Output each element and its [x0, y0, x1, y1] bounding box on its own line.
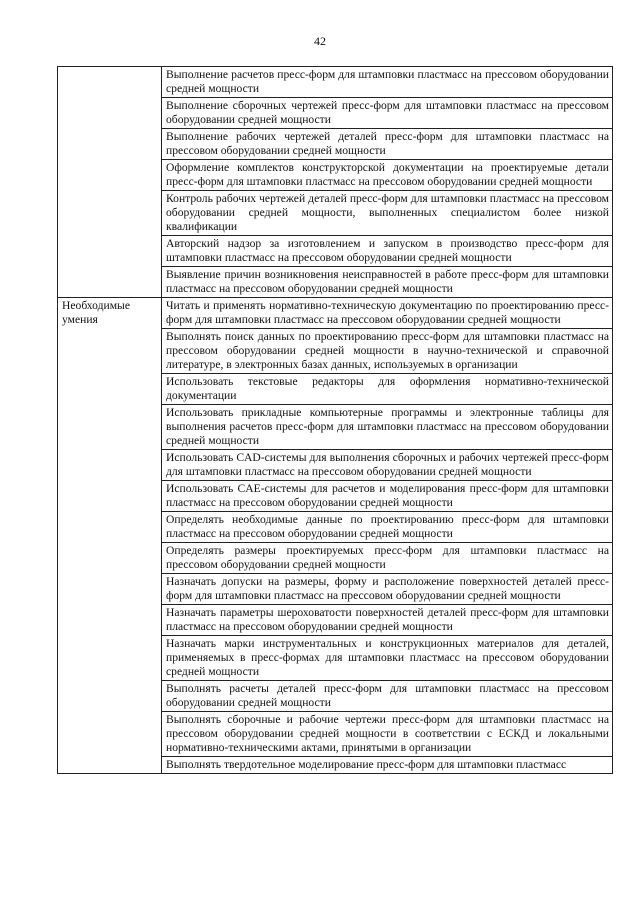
- table-cell: Назначать параметры шероховатости поверхностей деталей пресс-форм для штамповки пластмасс на прессовом оборудовании средней мощности: [162, 605, 613, 636]
- table-row: [58, 298, 613, 329]
- table-cell: Использовать CAE-системы для расчетов и моделирования пресс-форм для штамповки пластмасс на прессовом оборудовании средней мощности: [162, 481, 613, 512]
- section-label: [58, 67, 162, 298]
- table-cell: Выполнение рабочих чертежей деталей пресс-форм для штамповки пластмасс на прессовом оборудовании средней мощности: [162, 129, 613, 160]
- table-cell: Выполнять сборочные и рабочие чертежи пресс-форм для штамповки пластмасс на прессовом оборудовании средней мощности в соответствии с ЕСКД и локальными нормативно-техническими актами, принятыми в организации: [162, 712, 613, 757]
- table-cell: Назначать марки инструментальных и конструкционных материалов для деталей, применяемых в пресс-формах для штамповки пластмасс на прессовом оборудовании средней мощности: [162, 636, 613, 681]
- table-cell: Использовать CAD-системы для выполнения сборочных и рабочих чертежей пресс-форм для штамповки пластмасс на прессовом оборудовании средней мощности: [162, 450, 613, 481]
- table-cell: Определять размеры проектируемых пресс-форм для штамповки пластмасс на прессовом оборудовании средней мощности: [162, 543, 613, 574]
- table-cell: Использовать прикладные компьютерные программы и электронные таблицы для выполнения расчетов пресс-форм для штамповки пластмасс на прессовом оборудовании средней мощности: [162, 405, 613, 450]
- table-cell: Авторский надзор за изготовлением и запуском в производство пресс-форм для штамповки пластмасс на прессовом оборудовании средней мощности: [162, 236, 613, 267]
- table-cell: Назначать допуски на размеры, форму и расположение поверхностей деталей пресс-форм для штамповки пластмасс на прессовом оборудовании средней мощности: [162, 574, 613, 605]
- table-cell: Выполнять поиск данных по проектированию пресс-форм для штамповки пластмасс на прессовом оборудовании средней мощности в научно-технической и справочной литературе, в электронных базах данных, используемых в организации: [162, 329, 613, 374]
- table-cell: Оформление комплектов конструкторской документации на проектируемые детали пресс-форм для штамповки пластмасс на прессовом оборудовании средней мощности: [162, 160, 613, 191]
- table-cell: Определять необходимые данные по проектированию пресс-форм для штамповки пластмасс на прессовом оборудовании средней мощности: [162, 512, 613, 543]
- table-cell: Использовать текстовые редакторы для оформления нормативно-технической документации: [162, 374, 613, 405]
- table-cell: Выполнение расчетов пресс-форм для штамповки пластмасс на прессовом оборудовании средней мощности: [162, 67, 613, 98]
- table-row: [58, 67, 613, 98]
- page-number: 42: [314, 34, 326, 48]
- table-cell: Контроль рабочих чертежей деталей пресс-форм для штамповки пластмасс на прессовом оборудовании средней мощности, выполненных специалистом более низкой квалификации: [162, 191, 613, 236]
- table-cell: Выполнять расчеты деталей пресс-форм для штамповки пластмасс на прессовом оборудовании средней мощности: [162, 681, 613, 712]
- table-cell: Читать и применять нормативно-техническую документацию по проектированию пресс-форм для штамповки пластмасс на прессовом оборудовании средней мощности: [162, 298, 613, 329]
- competency-table: [57, 66, 613, 774]
- table-cell: Выявление причин возникновения неисправностей в работе пресс-форм для штамповки пластмасс на прессовом оборудовании средней мощности: [162, 267, 613, 298]
- section-label-skills: Необходимые умения: [58, 298, 162, 774]
- table-cell: Выполнение сборочных чертежей пресс-форм для штамповки пластмасс на прессовом оборудовании средней мощности: [162, 98, 613, 129]
- table-cell: Выполнять твердотельное моделирование пресс-форм для штамповки пластмасс: [162, 757, 613, 774]
